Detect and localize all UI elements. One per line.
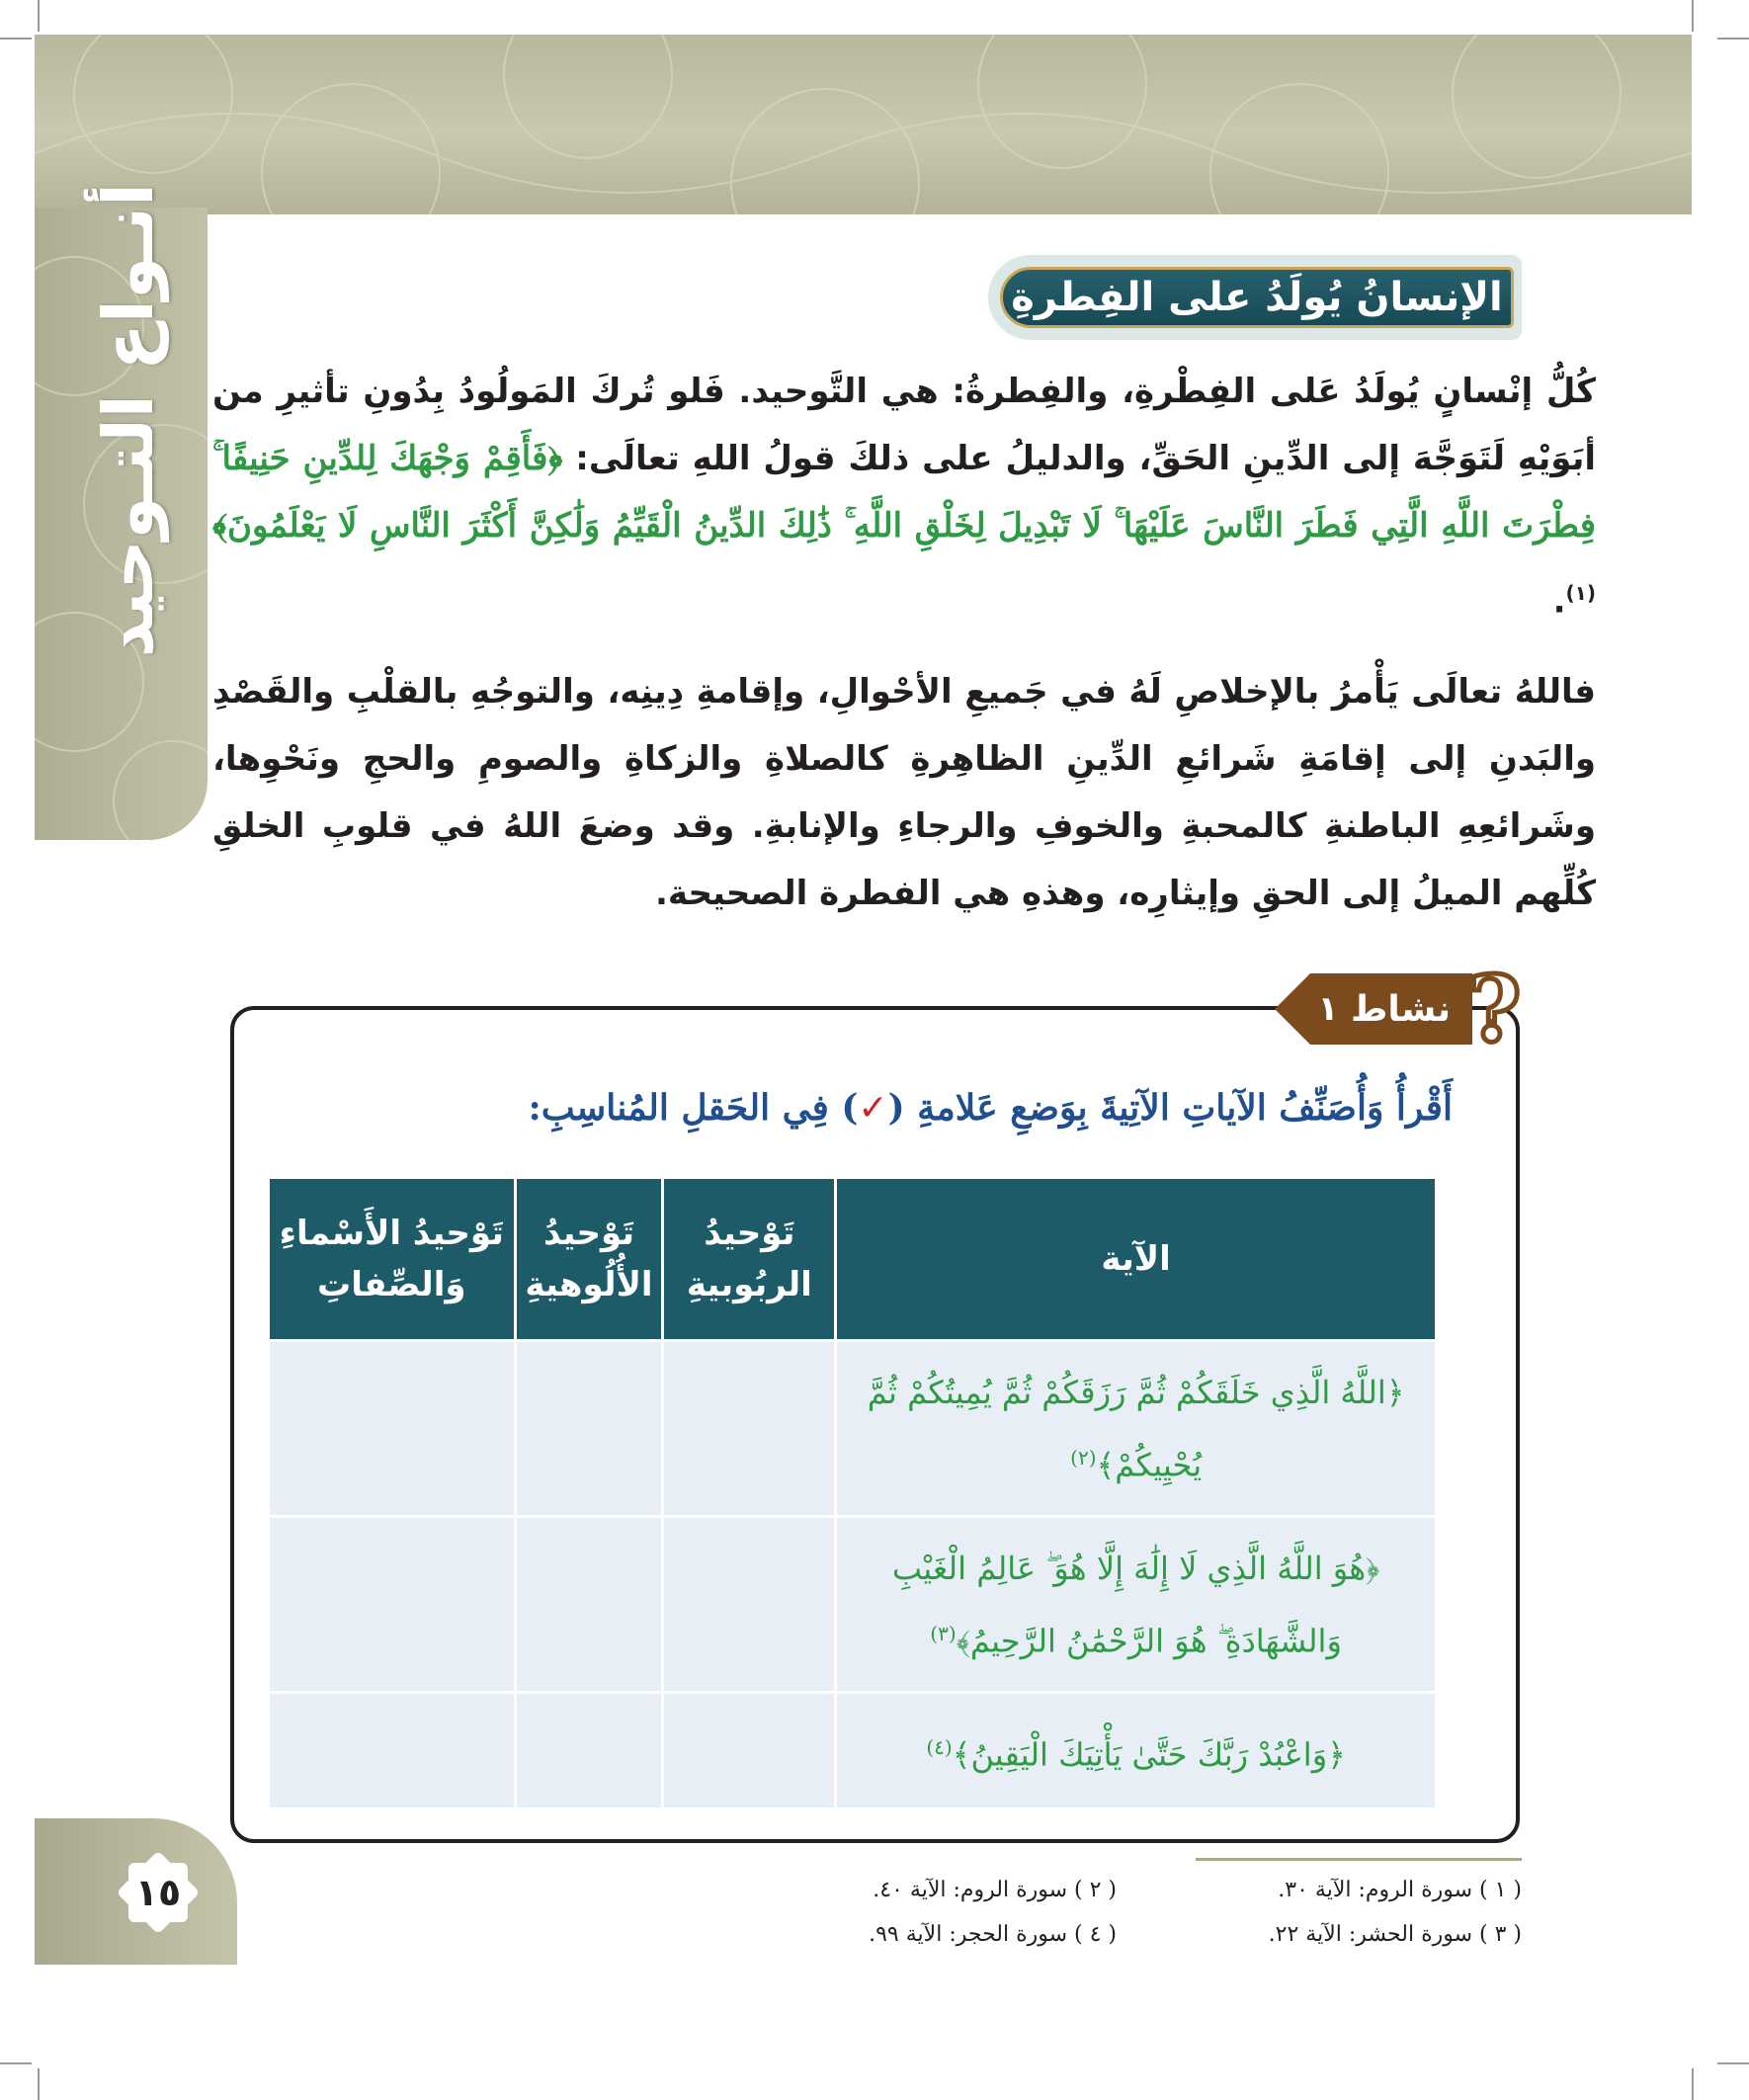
crop-mark [38, 0, 40, 32]
heading-text: الإنسانُ يُولَدُ على الفِطرةِ [1011, 275, 1503, 320]
table-header-row [269, 1178, 1437, 1341]
answer-cell-uluhiyyah[interactable] [515, 1341, 663, 1517]
paragraph-text: كُلُّ إنْسانٍ يُولَدُ عَلى الفِطْرةِ، والفِطرةُ: هي التَّوحيد. فَلو تُركَ المَولُودُ بِدُونِ تأثيرِ من أبَوَيْهِ لَتَوَجَّهَ إلى الدِّينِ الحَقِّ، والدليلُ على ذلكَ قولُ اللهِ تعالَى: [212, 372, 1596, 478]
footnote-2: ( ٢ ) سورة الروم: الآية ٤٠. [873, 1878, 1117, 1902]
ayah-text: ﴿اللَّهُ الَّذِي خَلَقَكُمْ ثُمَّ رَزَقَكُمْ ثُمَّ يُمِيتُكُمْ ثُمَّ يُحْيِيكُمْ﴾ [867, 1373, 1405, 1484]
footnote-divider [1196, 1858, 1522, 1861]
crop-mark [1692, 2068, 1694, 2100]
activity-label: نشاط [1350, 988, 1452, 1030]
table-header-ayah: الآية [836, 1178, 1437, 1341]
classification-table [267, 1176, 1438, 1810]
crop-mark [38, 2068, 40, 2100]
answer-cell-rububiyyah[interactable] [663, 1693, 836, 1809]
ayah-text: ﴿هُوَ اللَّهُ الَّذِي لَا إِلَٰهَ إِلَّا هُوَ ۖ عَالِمُ الْغَيْبِ وَالشَّهَادَةِ ۖ هُوَ الرَّحْمَٰنُ الرَّحِيمُ﴾ [891, 1549, 1380, 1660]
footnote-3: ( ٣ ) سورة الحشر: الآية ٢٢. [1268, 1922, 1522, 1947]
heading-banner [1000, 267, 1514, 328]
table-header-rububiyyah: تَوْحيدُ الربُوبيةِ [663, 1178, 836, 1341]
question-mark-icon: ? [1467, 955, 1522, 1062]
table-header-asma-sifat: تَوْحيدُ الأَسْماءِ وَالصِّفاتِ [269, 1178, 516, 1341]
chapter-title: أنـواع التـوحيد [88, 182, 169, 658]
ayah-cell [836, 1693, 1437, 1809]
page-number: ١٥ [134, 1871, 182, 1914]
answer-cell-rububiyyah[interactable] [663, 1341, 836, 1517]
footnote-1: ( ١ ) سورة الروم: الآية ٣٠. [1278, 1878, 1522, 1902]
footnote-ref: (١) [1565, 581, 1596, 605]
ayah-cell [836, 1341, 1437, 1517]
table-header-uluhiyyah: تَوْحيدُ الأُلُوهيةِ [515, 1178, 663, 1341]
crop-mark [1717, 38, 1749, 40]
footnote-ref: (٤) [926, 1734, 953, 1759]
table-row [269, 1517, 1437, 1693]
check-mark-icon: ✓ [858, 1088, 888, 1129]
paragraph-fitrah [212, 358, 1596, 634]
ayah-text: ﴿وَاعْبُدْ رَبَّكَ حَتَّىٰ يَأْتِيَكَ الْيَقِينُ﴾ [952, 1735, 1346, 1774]
paragraph-ikhlas: فاللهُ تعالَى يَأْمرُ بالإخلاصِ لَهُ في جَميعِ الأحْوالِ، وإقامةِ دِينِه، والتوجُهِ بالقلْبِ والقَصْدِ والبَدنِ إلى إقامَةِ شَرائعِ الدِّينِ الظاهِرةِ كالصلاةِ والزكاةِ والصومِ والحجِ ونَحْوِها، وشَرائعِهِ الباطنةِ كالمحبةِ والخوفِ والرجاءِ والإنابةِ. وقد وضعَ اللهُ في قلوبِ الخلقِ كُلِّهم الميلُ إلى الحقِ وإيثارِه، وهذهِ هي الفطرة الصحيحة. [212, 672, 1596, 913]
quran-verse: ﴿فَأَقِمْ وَجْهَكَ لِلدِّينِ حَنِيفًا ۚ فِطْرَتَ اللَّهِ الَّتِي فَطَرَ النَّاسَ عَلَيْهَا ۚ لَا تَبْدِيلَ لِخَلْقِ اللَّهِ ۚ ذَٰلِكَ الدِّينُ الْقَيِّمُ وَلَٰكِنَّ أَكْثَرَ النَّاسِ لَا يَعْلَمُونَ﴾ [212, 439, 1596, 546]
answer-cell-uluhiyyah[interactable] [515, 1517, 663, 1693]
table-row [269, 1693, 1437, 1809]
footnote-4: ( ٤ ) سورة الحجر: الآية ٩٩. [869, 1922, 1117, 1947]
crop-mark [0, 38, 32, 40]
top-decorative-band [35, 35, 1692, 214]
geometric-pattern-icon [35, 35, 1692, 214]
crop-mark [1692, 0, 1694, 32]
activity-badge [1275, 955, 1532, 1062]
section-heading [988, 255, 1522, 344]
ayah-cell [836, 1517, 1437, 1693]
sentence-end: . [1552, 581, 1566, 622]
instruction-text-end: ) فِي الحَقلِ المُناسِبِ: [528, 1087, 859, 1129]
instruction-text: أَقْرأُ وَأُصَنِّفُ الآياتِ الآتِيةَ بِوَضعِ عَلامةِ ( [887, 1087, 1453, 1129]
crop-mark [1717, 2062, 1749, 2064]
answer-cell-uluhiyyah[interactable] [515, 1693, 663, 1809]
answer-cell-asma-sifat[interactable] [269, 1693, 516, 1809]
answer-cell-rububiyyah[interactable] [663, 1517, 836, 1693]
footnote-ref: (٣) [930, 1621, 957, 1645]
footnote-ref: (٢) [1070, 1445, 1097, 1470]
answer-cell-asma-sifat[interactable] [269, 1517, 516, 1693]
crop-mark [0, 2062, 32, 2064]
table-row [269, 1341, 1437, 1517]
activity-instruction [296, 1087, 1453, 1146]
activity-number: ١ [1317, 989, 1339, 1029]
answer-cell-asma-sifat[interactable] [269, 1341, 516, 1517]
